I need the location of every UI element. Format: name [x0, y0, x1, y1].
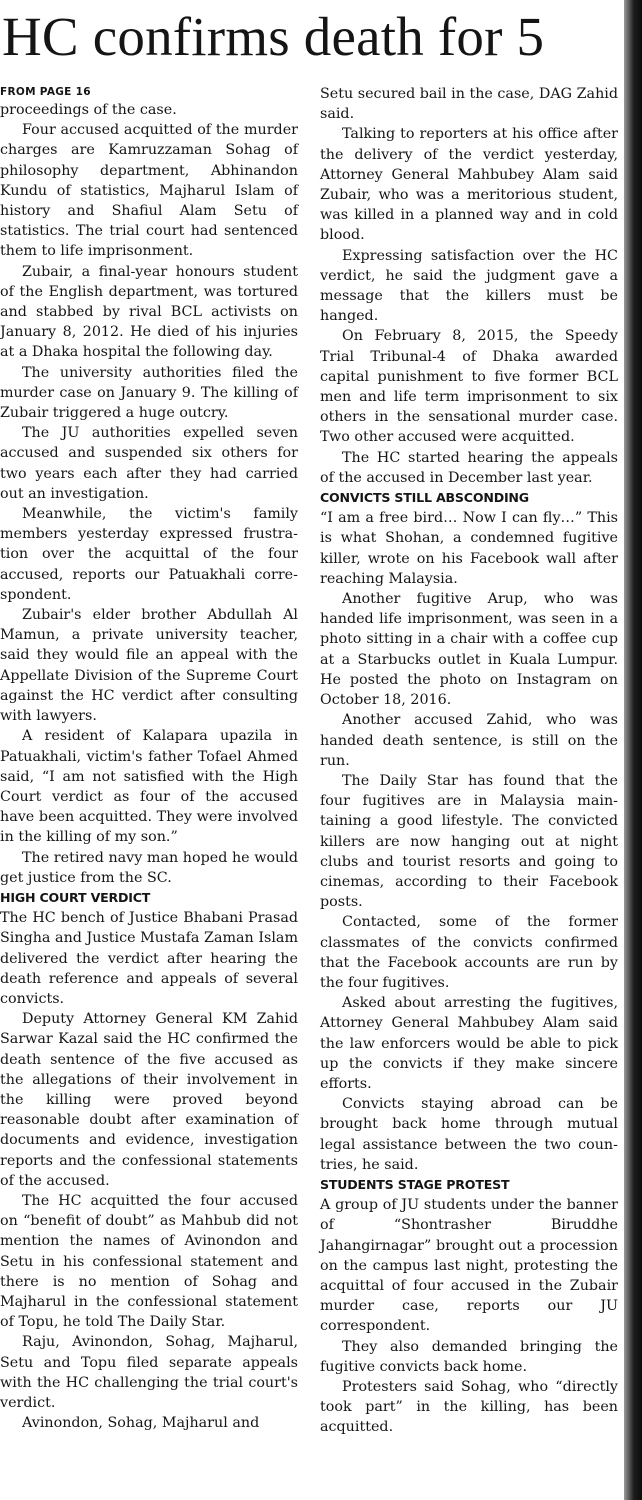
paragraph: The retired navy man hoped he would get justice from the SC. — [0, 849, 298, 886]
paragraph: The HC acquitted the four accused on “benefit of doubt” as Mahbub did not mention the names of Avinondon and Setu in his confessional statement and there is no mention of Sohag and Majharul in the confessional statement of Topu, he told The Daily Star. — [0, 1192, 298, 1331]
paragraph: Protesters said Sohag, who “directly took part” in the killing, has been acquitted. — [320, 1379, 618, 1436]
paragraph: Zubair's elder brother Abdullah Al Mamun, a private university teacher, said they would file an appeal with the Appellate Division of the Supreme Court against the HC verdict after consulting with lawyers. — [0, 607, 298, 725]
paragraph: They also demanded bringing the fugitive convicts back home. — [320, 1338, 618, 1375]
paragraph: Asked about arresting the fugitives, Attorney General Mahbubey Alam said the law enforcers would be able to pick up the convicts if they make sincere efforts. — [320, 995, 618, 1092]
left-column — [0, 84, 298, 1433]
paragraph: The Daily Star has found that the four fugitives are in Malaysia maintaining a good lifestyle. The convicted killers are now hanging out at night clubs and tourist resorts and going to cinemas, according to their Facebook posts. — [320, 772, 618, 911]
paragraph: Raju, Avinondon, Sohag, Majharul, Setu and Topu filed separate appeals with the HC challenging the trial court's verdict. — [0, 1334, 298, 1411]
paragraph: Another accused Zahid, who was handed death sentence, is still on the run. — [320, 712, 618, 769]
paragraph: Expressing satisfaction over the HC verdict, he said the judgment gave a message that the killers must be hanged. — [320, 247, 618, 325]
paragraph: Talking to reporters at his office after the delivery of the verdict yesterday, Attorney General Mahbubey Alam said Zubair, who was a meritorious student, was killed in a planned way and in cold blood. — [320, 126, 618, 244]
paragraph: On February 8, 2015, the Speedy Trial Tribunal-4 of Dhaka awarded capital punishment to five former BCL men and life term imprisonment to six others in the sensational murder case. Two other accused were acquitted. — [320, 328, 618, 446]
paragraph: The university authorities filed the murder case on January 9. The killing of Zubair triggered a huge outcry. — [0, 364, 298, 422]
right-column — [320, 84, 618, 1438]
paragraph: The HC bench of Justice Bhabani Prasad Singha and Justice Mustafa Zaman Islam delivered the verdict after hearing the death reference and appeals of several convicts. — [0, 910, 298, 1007]
article-headline: HC confirms death for 5 — [2, 6, 545, 67]
paragraph: Setu secured bail in the case, DAG Zahid said. — [320, 86, 618, 123]
subheading: STUDENTS STAGE PROTEST — [320, 1176, 510, 1192]
subheading: CONVICTS STILL ABSCONDING — [320, 490, 529, 506]
right-column-body — [320, 84, 618, 1438]
paragraph: Deputy Attorney General KM Zahid Sarwar Kazal said the HC confirmed the death sentence of the five accused as the allegations of their involvement in the killing were proved beyond reasonable doubt after examination of documents and evidence, investigation reports and the confessional statements of the accused. — [0, 1011, 298, 1189]
paragraph: The HC started hearing the appeals of the accused in December last year. — [320, 449, 618, 486]
paragraph: Four accused acquitted of the murder charges are Kamruzzaman Sohag of philosophy department, Abhinandon Kundu of statistics, Majharul Islam of history and Shafiul Alam Setu of statistics. The trial court had sentenced them to life imprisonment. — [0, 122, 298, 260]
paragraph: Avinondon, Sohag, Majharul and — [22, 1415, 260, 1432]
paragraph: Meanwhile, the victim's family members yesterday expressed frustration over the acquittal of the four accused, reports our Patuakhali correspondent. — [0, 506, 298, 603]
page-edge-shadow — [624, 0, 642, 1500]
left-column-body — [0, 100, 298, 1433]
subheading: HIGH COURT VERDICT — [0, 889, 151, 905]
paragraph: proceedings of the case. — [0, 102, 177, 118]
paragraph: Another fugitive Arup, who was handed life imprisonment, was seen in a photo sitting in a chair with a coffee cup at a Starbucks outlet in Kuala Lumpur. He posted the photo on Instagram on October 18, 2016. — [320, 591, 618, 709]
paragraph: “I am a free bird… Now I can fly…” This is what Shohan, a condemned fugitive killer, wrote on his Facebook wall after reaching Malaysia. — [320, 510, 618, 587]
continued-from-label: FROM PAGE 16 — [0, 86, 91, 98]
paragraph: Zubair, a final-year honours student of the English department, was tortured and stabbed by rival BCL activists on January 8, 2012. He died of his injuries at a Dhaka hospital the following day. — [0, 263, 298, 361]
paragraph: Contacted, some of the former classmates of the convicts confirmed that the Facebook accounts are run by the four fugitives. — [320, 914, 618, 991]
paragraph: A resident of Kalapara upazila in Patuakhali, victim's father Tofael Ahmed said, “I am not satisfied with the High Court verdict as four of the accused have been acquitted. They were involved in the killing of my son.” — [0, 728, 298, 846]
paragraph: A group of JU students under the banner of “Shontrasher Biruddhe Jahangirnagar” brought out a procession on the campus last night, protesting the acquittal of four accused in the Zubair murder case, reports our JU correspondent. — [320, 1197, 618, 1335]
paragraph: The JU authorities expelled seven accused and suspended six others for two years each after they had carried out an investigation. — [0, 425, 298, 502]
paragraph: Convicts staying abroad can be brought back home through mutual legal assistance between the two countries, he said. — [320, 1096, 618, 1173]
